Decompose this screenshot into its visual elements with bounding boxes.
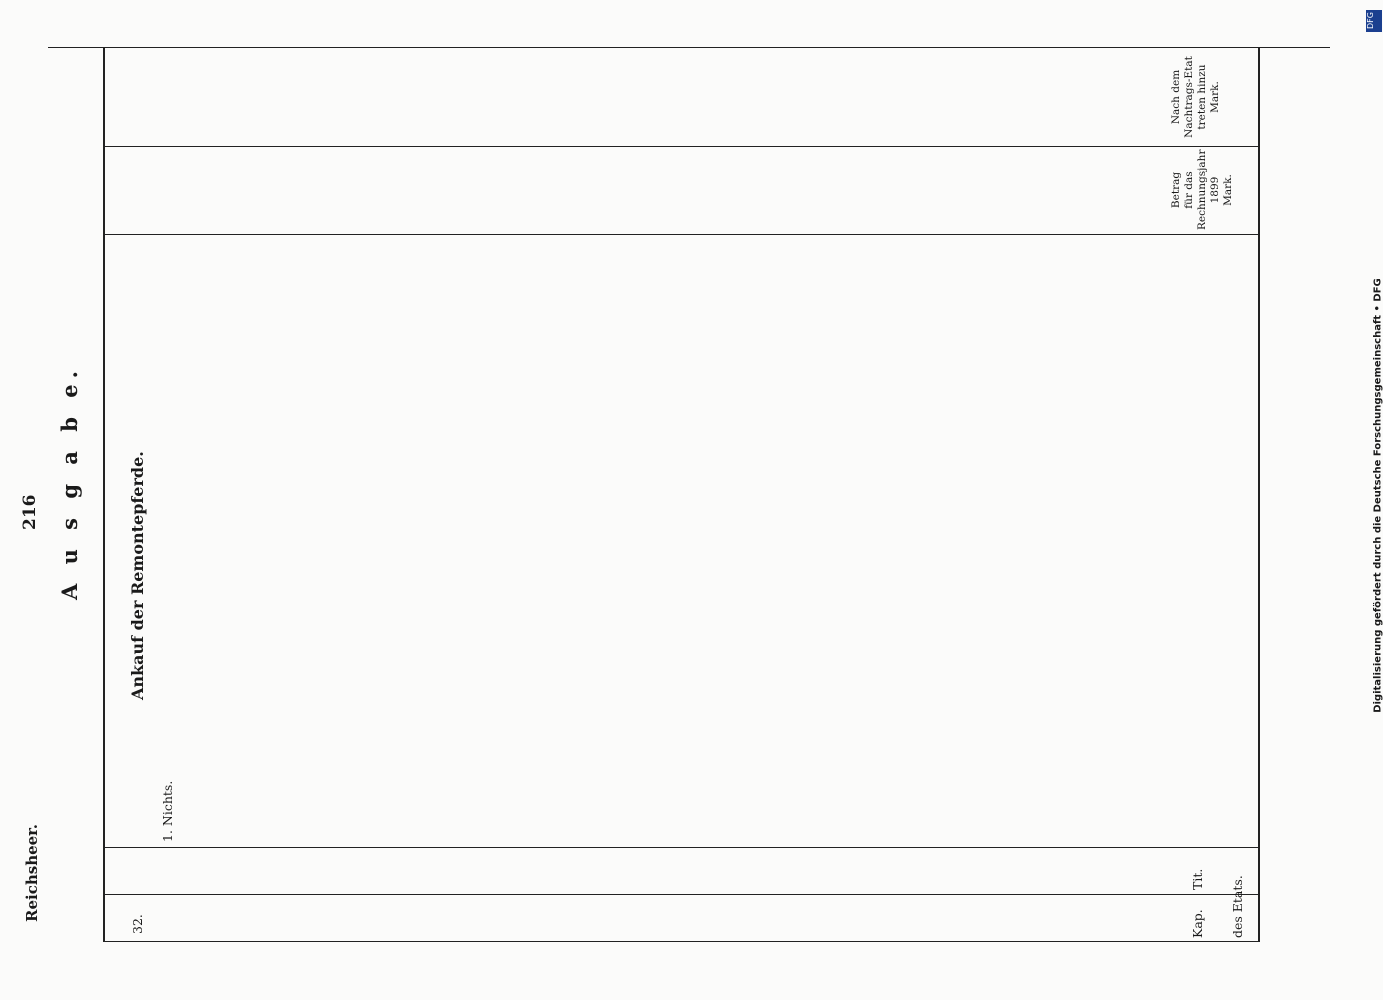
digitization-note-text: Digitalisierung gefördert durch die Deutsche Forschungsgemeinschaft • DFG <box>1372 278 1383 713</box>
col-nachtrag-unit: Mark. <box>1209 81 1221 113</box>
col-des-etats-label: des Etats. <box>1230 875 1245 938</box>
table-right-border <box>48 47 1330 48</box>
header-row-line <box>1258 47 1260 942</box>
col-nachtrag-label <box>1170 52 1222 142</box>
col-nachtrag-line3: treten hinzu <box>1196 64 1208 130</box>
chapter-kap: 32. <box>130 914 145 934</box>
table-top-border <box>103 47 105 942</box>
table-left-border <box>103 941 1258 942</box>
page-number: 216 <box>20 494 40 530</box>
tit-col-line <box>103 847 1258 848</box>
col-betrag-label <box>1170 150 1235 230</box>
dfg-logo: DFG <box>1366 10 1382 32</box>
col-nachtrag-line1: Nach dem <box>1170 69 1182 125</box>
col-betrag-line1: Betrag <box>1170 171 1182 209</box>
digitization-note <box>1368 0 1383 1000</box>
chapter-heading: Ankauf der Remontepferde. <box>128 451 147 700</box>
betrag-col-line <box>103 234 1258 235</box>
col-betrag-line4: 1899 <box>1209 176 1221 204</box>
r1-text <box>160 242 176 842</box>
col-betrag-line2: für das <box>1183 171 1195 209</box>
r1-body: Nichts. <box>160 780 175 827</box>
col-kap-label: Kap. <box>1190 909 1205 938</box>
header-left: Reichsheer. <box>23 824 41 922</box>
col-betrag-line3: Rechnungsjahr <box>1196 149 1208 230</box>
r1-tit: 1. <box>160 830 175 842</box>
kap-col-line <box>103 894 1258 895</box>
col-betrag-unit: Mark. <box>1222 174 1234 206</box>
nachtrag-col-line <box>103 146 1258 147</box>
col-nachtrag-line2: Nachtrags-Etat <box>1183 56 1195 138</box>
body-column <box>160 242 176 842</box>
col-tit-label: Tit. <box>1190 868 1205 890</box>
section-title: A u s g a b e. <box>57 365 82 600</box>
